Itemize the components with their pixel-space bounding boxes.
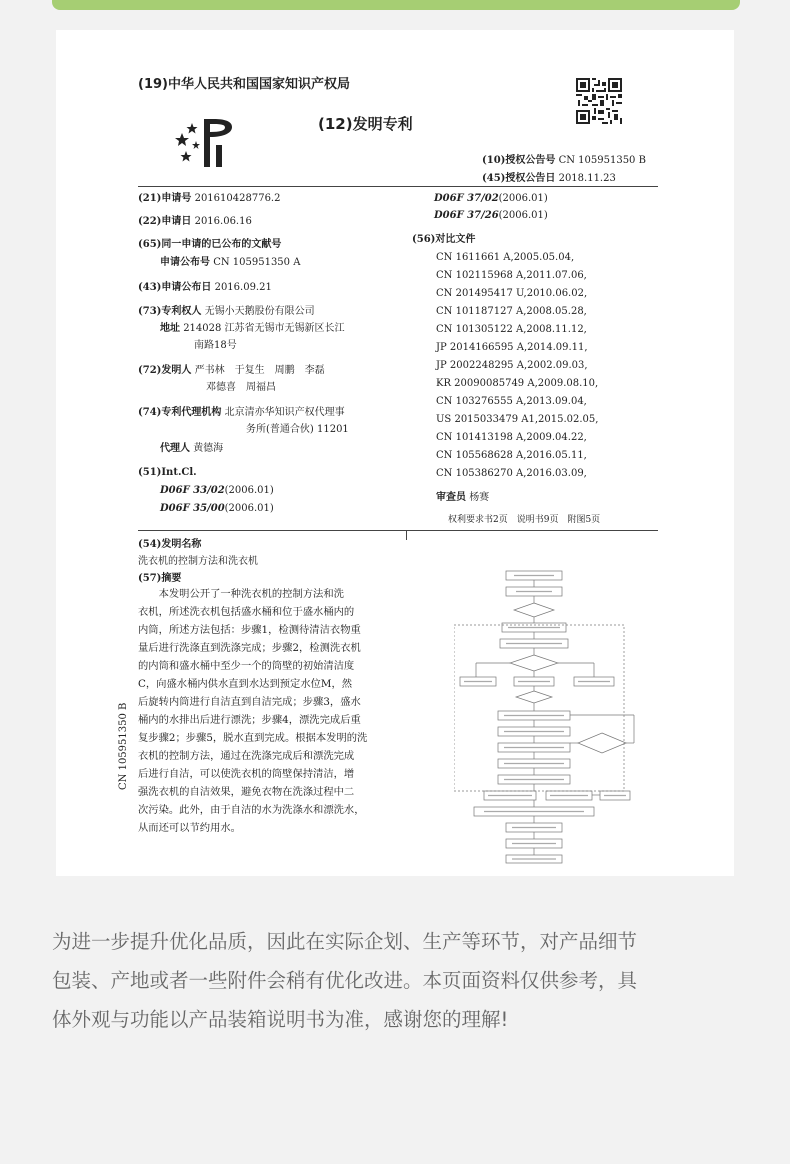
patentee: 无锡小天鹅股份有限公司 [204,306,315,317]
cited-doc: KR 20090085749 A,2009.08.10, [436,378,599,389]
examiner-row [436,491,489,504]
abstract-line: 的内筒和盛水桶中至少一个的筒壁的初始清洁度 [138,660,355,672]
inventors-line-1: 严书林 于复生 周鹏 李磊 [194,365,325,376]
cited-doc: CN 105386270 A,2016.03.09, [436,468,587,479]
grant-no-row [482,154,646,167]
cited-doc: CN 105568628 A,2016.05.11, [436,450,587,461]
patentee-row [138,305,315,318]
patentee-label: (73)专利权人 [138,306,202,317]
grant-date: 2018.11.23 [558,173,616,184]
ipc-label: (51)Int.Cl. [138,467,197,478]
cited-doc: CN 102115968 A,2011.07.06, [436,270,587,281]
app-date-row [138,215,252,228]
examiner: 杨赛 [469,492,490,503]
abstract-label: (57)摘要 [138,573,182,584]
ipc-row-1 [160,484,274,497]
pub-date-label: (43)申请公布日 [138,282,212,293]
ipc-code: D06F 37/02 [434,193,499,204]
agent: 黄德海 [193,443,224,454]
inventor-label: (72)发明人 [138,365,192,376]
prior-pub-label: (65)同一申请的已公布的文献号 [138,239,282,250]
notice-line-2: 包装、产地或者一些附件会稍有优化改进。本页面资料仅供参考，具 [52,969,638,992]
agency-label: (74)专利代理机构 [138,407,222,418]
agency-line-1: 北京清亦华知识产权代理事 [224,407,345,418]
pub-date: 2016.09.21 [214,282,272,293]
abstract-line: C，向盛水桶内供水直到水达到预定水位M，然 [138,678,353,690]
cited-doc: CN 101413198 A,2009.04.22, [436,432,587,443]
abstract-line: 强洗衣机的自洁效果，避免衣物在洗涤过程中二 [138,786,355,798]
abstract-line: 后旋转内筒进行自洁直到自洁完成；步骤3，盛水 [138,696,361,708]
app-no-label: (21)申请号 [138,193,192,204]
document-type: (12)发明专利 [318,115,413,133]
app-no-row [138,192,280,205]
cited-doc: CN 101305122 A,2008.11.12, [436,324,587,335]
flowchart-figure [454,565,654,865]
abstract-line: 内筒，所述方法包括：步骤1，检测待清洁衣物重 [138,624,361,636]
invention-title: 洗衣机的控制方法和洗衣机 [138,556,258,567]
abstract-line: 衣机，所述洗衣机包括盛水桶和位于盛水桶内的 [138,606,355,618]
ipc-version: (2006.01) [224,485,274,496]
app-date-label: (22)申请日 [138,216,192,227]
abstract-line: 本发明公开了一种洗衣机的控制方法和洗 [138,588,344,600]
abstract-line: 桶内的水排出后进行漂洗；步骤4，漂洗完成后重 [138,714,361,726]
cited-doc: CN 103276555 A,2013.09.04, [436,396,587,407]
notice-line-3: 体外观与功能以产品装箱说明书为准，感谢您的理解! [52,1008,509,1031]
ipc-version: (2006.01) [224,503,274,514]
agent-row [160,442,223,455]
pub-no: CN 105951350 A [213,257,301,268]
abstract-line: 复步骤2；步骤5，脱水直到完成。根据本发明的洗 [138,732,368,744]
ipc-version: (2006.01) [498,210,548,221]
ipc-right-row-1 [434,192,548,205]
side-document-number: CN 105951350 B [118,702,129,790]
inventors-line-2: 邓德喜 周福昌 [206,382,276,393]
cited-doc: JP 2002248295 A,2002.09.03, [436,360,588,371]
agency-row [138,406,345,419]
pub-date-row [138,281,272,294]
pub-no-row [160,256,300,269]
ipc-row-2 [160,502,274,515]
agent-label: 代理人 [160,443,190,454]
ipc-code: D06F 37/26 [434,210,499,221]
cited-docs-label: (56)对比文件 [412,234,476,245]
ipc-version: (2006.01) [498,193,548,204]
inventor-row [138,364,325,377]
agency-line-2: 务所(普通合伙) 11201 [246,424,349,435]
address-line-2: 南路18号 [194,340,237,351]
examiner-label: 审查员 [436,492,466,503]
cited-doc: CN 1611661 A,2005.05.04, [436,252,575,263]
grant-date-label: (45)授权公告日 [482,173,556,184]
app-no: 201610428776.2 [194,193,281,204]
header-divider [138,186,658,187]
cited-doc: CN 101187127 A,2008.05.28, [436,306,587,317]
abstract-line: 从而还可以节约用水。 [138,822,241,834]
top-accent-bar [52,0,740,10]
cited-doc: CN 201495417 U,2010.06.02, [436,288,588,299]
divider-tick [406,530,407,540]
title-label: (54)发明名称 [138,539,202,550]
ipc-code: D06F 33/02 [160,485,225,496]
patent-document [56,30,734,876]
biblio-divider [138,530,658,531]
address-row [160,322,345,335]
cited-doc: JP 2014166595 A,2014.09.11, [436,342,588,353]
qr-code-icon [576,78,622,124]
grant-date-row [482,172,616,185]
grant-no: CN 105951350 B [558,155,646,166]
abstract-line: 量后进行洗涤直到洗涤完成；步骤2，检测洗衣机 [138,642,361,654]
abstract-line: 衣机的控制方法，通过在洗涤完成后和漂洗完成 [138,750,355,762]
abstract-line: 次污染。此外，由于自洁的水为洗涤水和漂洗水， [138,804,365,816]
cited-doc: US 2015033479 A1,2015.02.05, [436,414,599,425]
cnipa-logo-icon [174,115,236,171]
ipc-code: D06F 35/00 [160,503,225,514]
abstract-line: 后进行自洁，可以使洗衣机的筒壁保持清洁，增 [138,768,355,780]
page-counts: 权利要求书2页 说明书9页 附图5页 [448,515,601,525]
address-label: 地址 [160,323,180,334]
office-name: (19)中华人民共和国国家知识产权局 [138,77,350,92]
pub-no-label: 申请公布号 [160,257,210,268]
notice-line-1: 为进一步提升优化品质，因此在实际企划、生产等环节，对产品细节 [52,930,638,953]
address-line-1: 214028 江苏省无锡市无锡新区长江 [183,323,345,334]
app-date: 2016.06.16 [194,216,252,227]
ipc-right-row-2 [434,209,548,222]
grant-no-label: (10)授权公告号 [482,155,556,166]
